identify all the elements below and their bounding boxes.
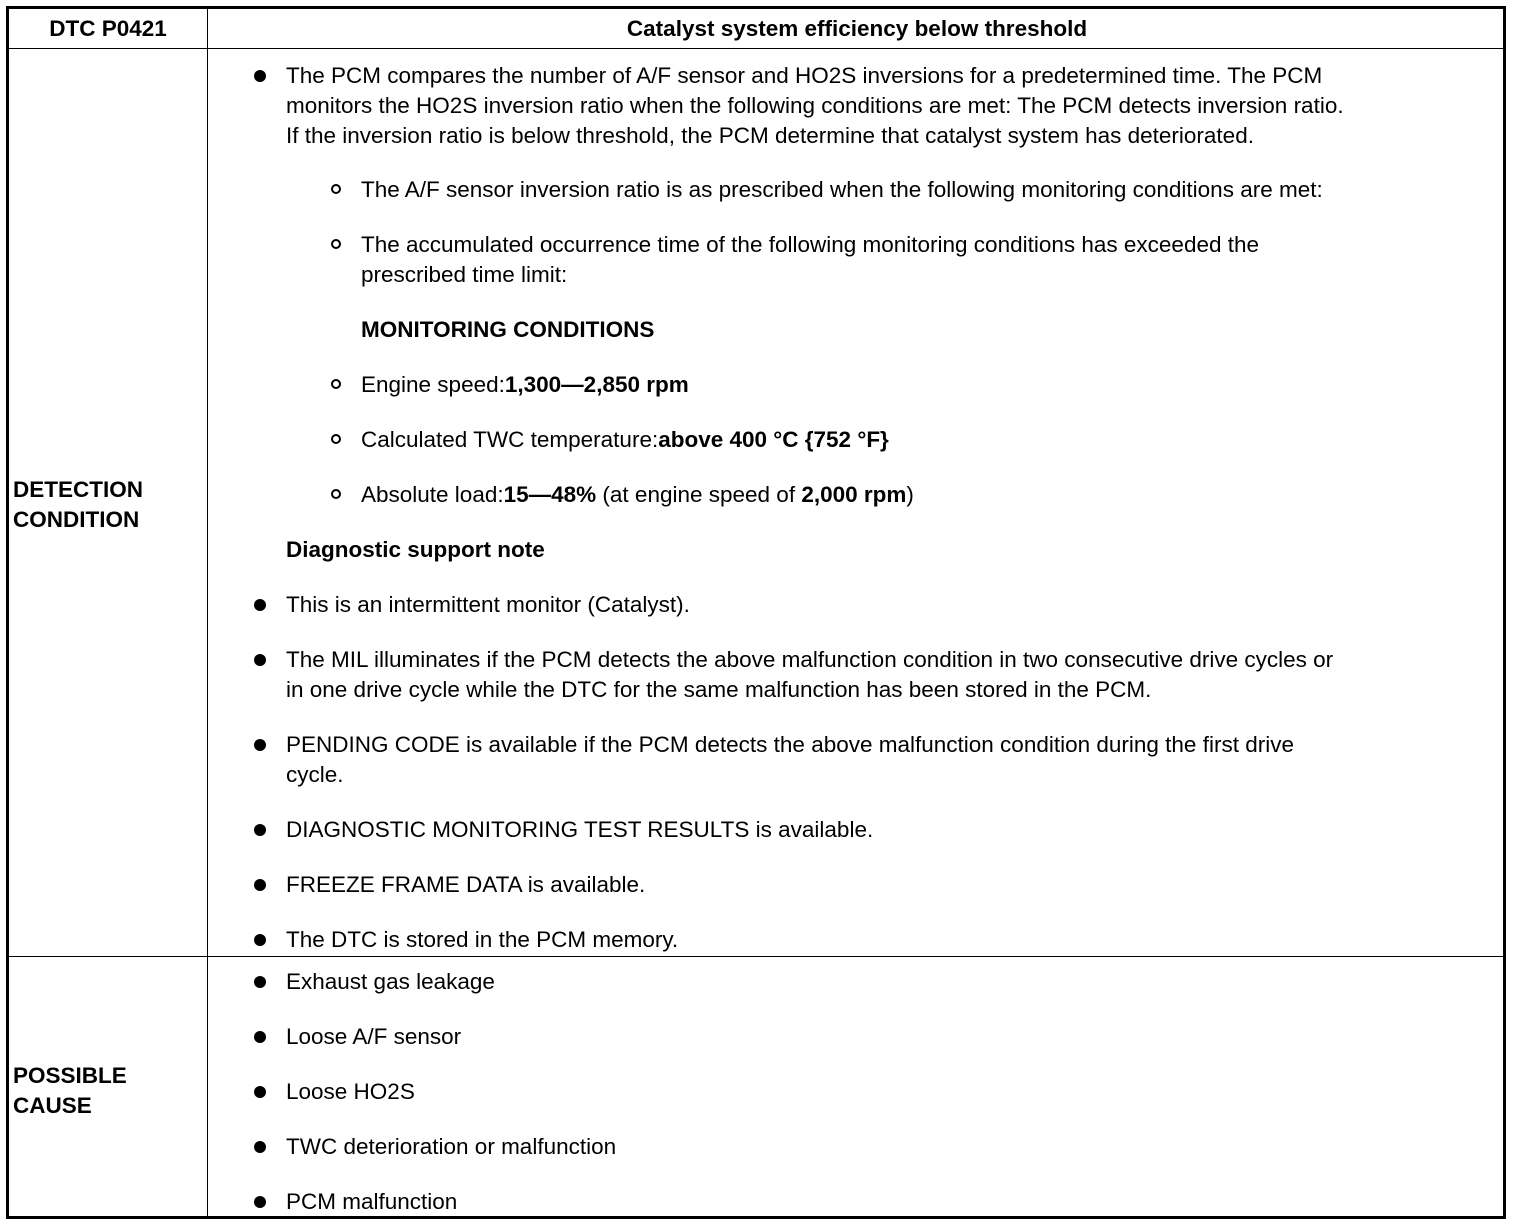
bullet-icon: [254, 654, 266, 666]
cause-item: Loose HO2S: [286, 1079, 415, 1104]
dtc-title: Catalyst system efficiency below threshold: [626, 16, 1088, 41]
bullet-icon: [254, 739, 266, 751]
cause-item: TWC deterioration or malfunction: [286, 1134, 617, 1159]
bullet-icon: [254, 1196, 266, 1208]
twc-temperature-condition: Calculated TWC temperature:above 400 °C {752 °F}: [361, 427, 889, 452]
note-mil-line-1: The MIL illuminates if the PCM detects the above malfunction condition in two consecutive drive cycles or: [286, 647, 1334, 672]
circle-bullet-icon: [331, 184, 341, 194]
bullet-icon: [254, 70, 266, 82]
bullet-icon: [254, 1031, 266, 1043]
cause-item: PCM malfunction: [286, 1189, 458, 1214]
dtc-table: [6, 6, 1506, 1219]
sub-item-1: The A/F sensor inversion ratio is as prescribed when the following monitoring conditions are met:: [361, 177, 1323, 202]
bullet-icon: [254, 824, 266, 836]
intro-line-1: The PCM compares the number of A/F sensor and HO2S inversions for a predetermined time. The PCM: [286, 63, 1323, 88]
monitoring-conditions-heading: MONITORING CONDITIONS: [361, 317, 655, 342]
circle-bullet-icon: [331, 239, 341, 249]
note-test-results: DIAGNOSTIC MONITORING TEST RESULTS is available.: [286, 817, 874, 842]
absolute-load-condition: Absolute load:15—48% (at engine speed of 2,000 rpm): [361, 482, 914, 507]
possible-cause-label: POSSIBLE CAUSE: [13, 1063, 127, 1118]
engine-speed-condition: Engine speed:1,300—2,850 rpm: [361, 372, 689, 397]
note-dtc-stored: The DTC is stored in the PCM memory.: [286, 927, 679, 952]
bullet-icon: [254, 976, 266, 988]
bullet-icon: [254, 599, 266, 611]
sub-item-2-line-1: The accumulated occurrence time of the following monitoring conditions has exceeded the: [361, 232, 1260, 257]
intro-line-3: If the inversion ratio is below threshold, the PCM determine that catalyst system has deteriorated.: [286, 123, 1254, 148]
note-freeze-frame: FREEZE FRAME DATA is available.: [286, 872, 646, 897]
sub-item-2-line-2: prescribed time limit:: [361, 262, 568, 287]
note-pending-code-line-1: PENDING CODE is available if the PCM detects the above malfunction condition during the first drive: [286, 732, 1294, 757]
cause-item: Loose A/F sensor: [286, 1024, 462, 1049]
header-divider: [9, 48, 1503, 49]
intro-line-2: monitors the HO2S inversion ratio when the following conditions are met: The PCM detects inversion ratio.: [286, 93, 1344, 118]
note-mil-line-2: in one drive cycle while the DTC for the same malfunction has been stored in the PCM.: [286, 677, 1152, 702]
circle-bullet-icon: [331, 379, 341, 389]
circle-bullet-icon: [331, 434, 341, 444]
diagnostic-support-heading: Diagnostic support note: [286, 537, 545, 562]
column-divider: [207, 9, 208, 1216]
bullet-icon: [254, 1086, 266, 1098]
bullet-icon: [254, 1141, 266, 1153]
detection-condition-label: DETECTION CONDITION: [13, 477, 144, 532]
cause-item: Exhaust gas leakage: [286, 969, 495, 994]
row-divider: [9, 956, 1503, 957]
note-intermittent-monitor: This is an intermittent monitor (Catalyst).: [286, 592, 690, 617]
circle-bullet-icon: [331, 489, 341, 499]
bullet-icon: [254, 934, 266, 946]
dtc-code: DTC P0421: [49, 16, 167, 41]
bullet-icon: [254, 879, 266, 891]
note-pending-code-line-2: cycle.: [286, 762, 344, 787]
